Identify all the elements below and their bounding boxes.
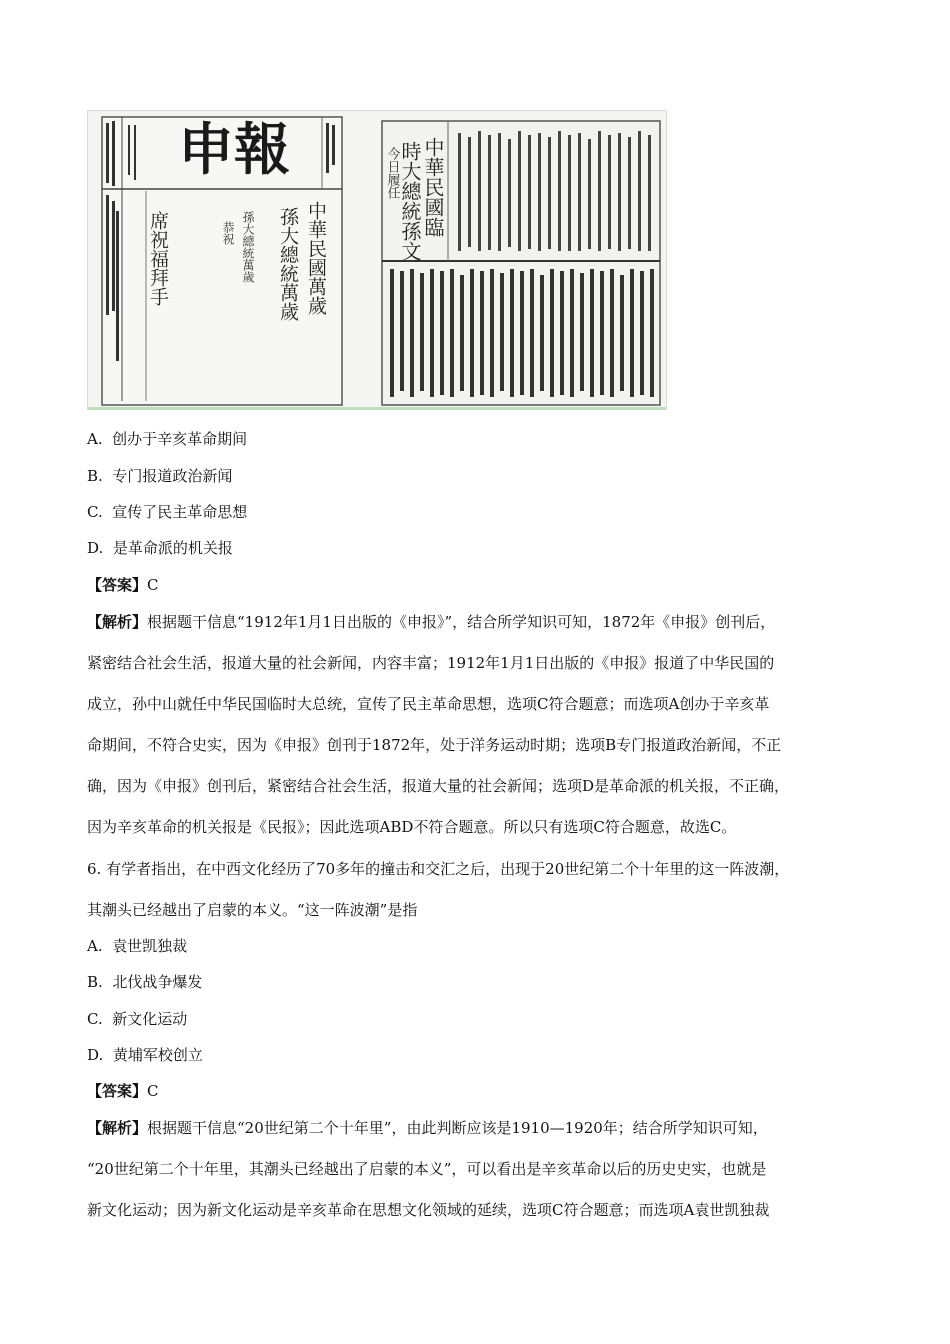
right-col-1: 中華民國臨 <box>421 137 445 237</box>
stem-line: 其潮头已经越出了启蒙的本义。“这一阵波潮”是指 <box>87 901 418 919</box>
q6-answer: 【答案】C <box>87 1082 159 1100</box>
analysis-line: 新文化运动；因为新文化运动是辛亥革命在思想文化领域的延续，选项C符合题意；而选项A袁世凯独裁 <box>87 1201 770 1219</box>
analysis-line: 【解析】根据题干信息“1912年1月1日出版的《申报》”，结合所学知识可知，1872年《申报》创刊后， <box>87 613 776 631</box>
q6-option-d: D. 黄埔军校创立 <box>87 1046 203 1064</box>
q6-option-b: B. 北伐战争爆发 <box>87 973 203 991</box>
q5-option-a: A. 创办于辛亥革命期间 <box>87 430 248 448</box>
q6-analysis <box>87 1118 877 1241</box>
left-col-4: 席祝福拜手 <box>147 211 169 306</box>
q5-option-b: B. 专门报道政治新闻 <box>87 467 233 485</box>
left-col-3: 孫大總統萬歲 <box>241 211 255 283</box>
left-col-1: 中華民國萬歲 <box>305 201 327 315</box>
right-col-3: 今日履任 <box>384 147 400 199</box>
q5-option-d: D. 是革命派的机关报 <box>87 539 233 557</box>
q5-analysis <box>87 612 877 858</box>
analysis-line: 因为辛亥革命的机关报是《民报》；因此选项ABD不符合题意。所以只有选项C符合题意，故选C。 <box>87 818 737 836</box>
q6-option-c: C. 新文化运动 <box>87 1010 188 1028</box>
analysis-line: “20世纪第二个十年里，其潮头已经越出了启蒙的本义”，可以看出是辛亥革命以后的历史史实，也就是 <box>87 1160 767 1178</box>
analysis-line: 命期间，不符合史实，因为《申报》创刊于1872年，处于洋务运动时期；选项B专门报道政治新闻，不正 <box>87 736 782 754</box>
q5-answer: 【答案】C <box>87 576 159 594</box>
left-col-2: 孫大總統萬歲 <box>277 207 299 321</box>
right-col-2: 時大總統孫文 <box>398 141 422 261</box>
analysis-line: 确，因为《申报》创刊后，紧密结合社会生活，报道大量的社会新闻；选项D是革命派的机关报，不正确， <box>87 777 790 795</box>
q6-option-a: A. 袁世凯独裁 <box>87 937 188 955</box>
left-col-5: 恭祝 <box>221 221 235 245</box>
newspaper-image <box>87 110 667 410</box>
newspaper-masthead: 申報 <box>178 117 290 183</box>
shenbao-newspaper-illustration <box>88 111 666 407</box>
q5-option-c: C. 宣传了民主革命思想 <box>87 503 248 521</box>
stem-line: 6. 有学者指出，在中西文化经历了70多年的撞击和交汇之后，出现于20世纪第二个十年里的这一阵波潮， <box>87 860 790 878</box>
q6-stem <box>87 859 877 941</box>
analysis-line: 紧密结合社会生活，报道大量的社会新闻，内容丰富；1912年1月1日出版的《申报》报道了中华民国的 <box>87 654 775 672</box>
analysis-line: 成立，孙中山就任中华民国临时大总统，宣传了民主革命思想，选项C符合题意；而选项A创办于辛亥革 <box>87 695 770 713</box>
analysis-line: 【解析】根据题干信息“20世纪第二个十年里”，由此判断应该是1910—1920年；结合所学知识可知， <box>87 1119 768 1137</box>
